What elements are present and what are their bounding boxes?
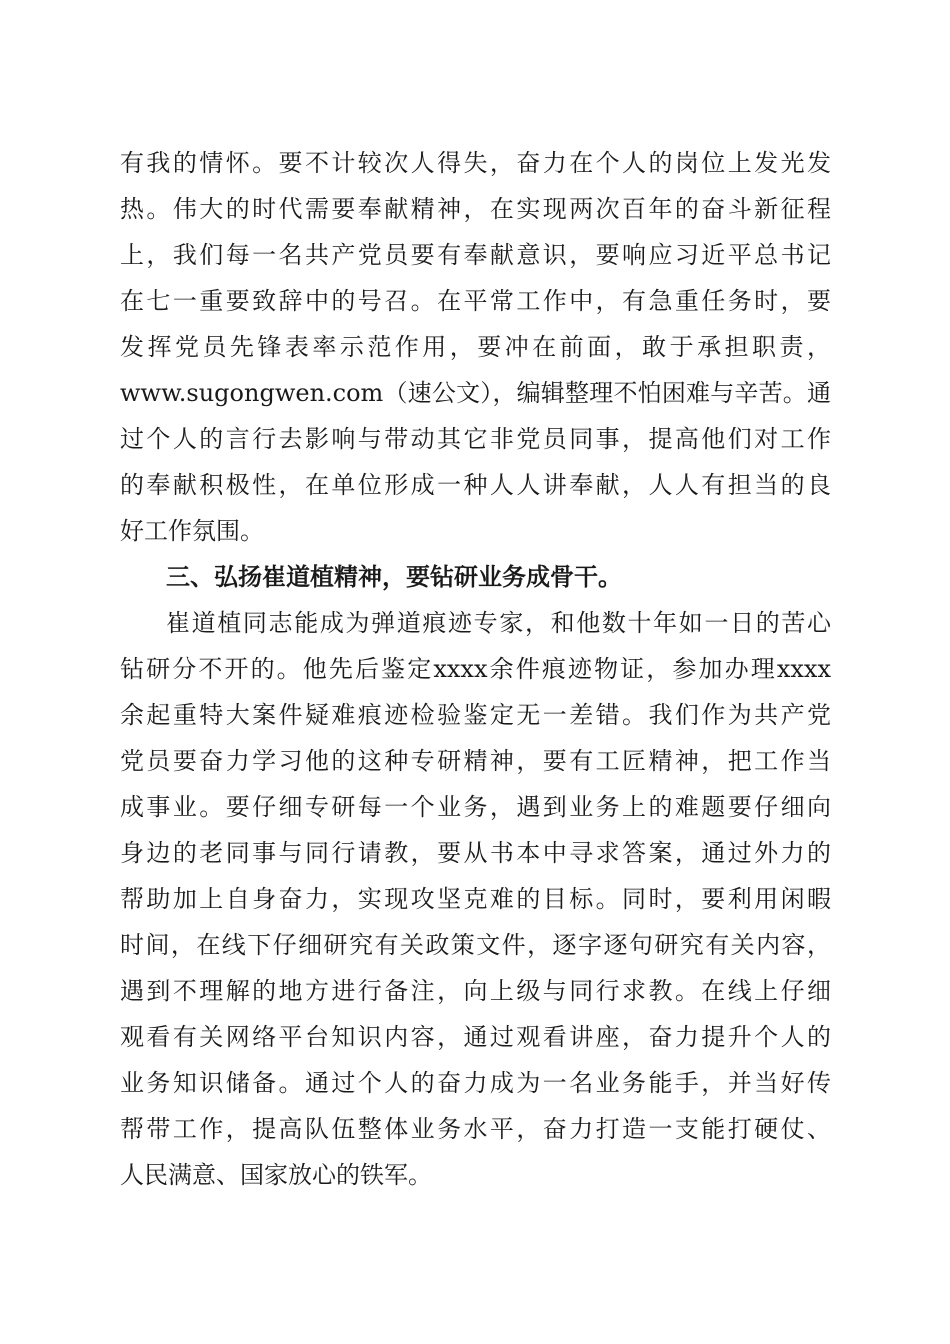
text-line: 过个人的言行去影响与带动其它非党员同事，提高他们对工作 [120, 425, 831, 453]
text-line: 的奉献积极性，在单位形成一种人人讲奉献，人人有担当的良 [120, 471, 831, 499]
text-line: 有我的情怀。要不计较次人得失，奋力在个人的岗位上发光发 [120, 149, 831, 177]
text-line: 遇到不理解的地方进行备注，向上级与同行求教。在线上仔细 [120, 977, 831, 1005]
text-line: 帮带工作，提高队伍整体业务水平，奋力打造一支能打硬仗、 [120, 1115, 831, 1143]
document-body [120, 140, 831, 1198]
text-line: 身边的老同事与同行请教，要从书本中寻求答案，通过外力的 [120, 839, 831, 867]
text-line: 上，我们每一名共产党员要有奉献意识，要响应习近平总书记 [120, 241, 831, 269]
text-line: 观看有关网络平台知识内容，通过观看讲座，奋力提升个人的 [120, 1023, 831, 1051]
text-line: 在七一重要致辞中的号召。在平常工作中，有急重任务时，要 [120, 287, 831, 315]
text-line: 好工作氛围。 [120, 517, 264, 545]
paragraph-expertise [120, 600, 831, 1198]
text-line: 时间，在线下仔细研究有关政策文件，逐字逐句研究有关内容， [120, 931, 831, 959]
text-line: 党员要奋力学习他的这种专研精神，要有工匠精神，把工作当 [120, 747, 831, 775]
text-line: 热。伟大的时代需要奉献精神，在实现两次百年的奋斗新征程 [120, 195, 831, 223]
text-line: www.sugongwen.com（速公文），编辑整理不怕困难与辛苦。通 [120, 379, 831, 407]
text-line: 余起重特大案件疑难痕迹检验鉴定无一差错。我们作为共产党 [120, 701, 831, 729]
text-line: 发挥党员先锋表率示范作用，要冲在前面，敢于承担职责， [120, 333, 831, 361]
paragraph-dedication [120, 140, 831, 554]
text-line: 钻研分不开的。他先后鉴定xxxx余件痕迹物证，参加办理xxxx [120, 655, 831, 683]
text-line: 帮助加上自身奋力，实现攻坚克难的目标。同时，要利用闲暇 [120, 885, 831, 913]
text-line: 崔道植同志能成为弹道痕迹专家，和他数十年如一日的苦心 [166, 609, 831, 637]
text-line: 人民满意、国家放心的铁军。 [120, 1161, 432, 1189]
section-heading: 三、弘扬崔道植精神，要钻研业务成骨干。 [166, 563, 622, 591]
text-line: 业务知识储备。通过个人的奋力成为一名业务能手，并当好传 [120, 1069, 831, 1097]
text-line: 成事业。要仔细专研每一个业务，遇到业务上的难题要仔细向 [120, 793, 831, 821]
